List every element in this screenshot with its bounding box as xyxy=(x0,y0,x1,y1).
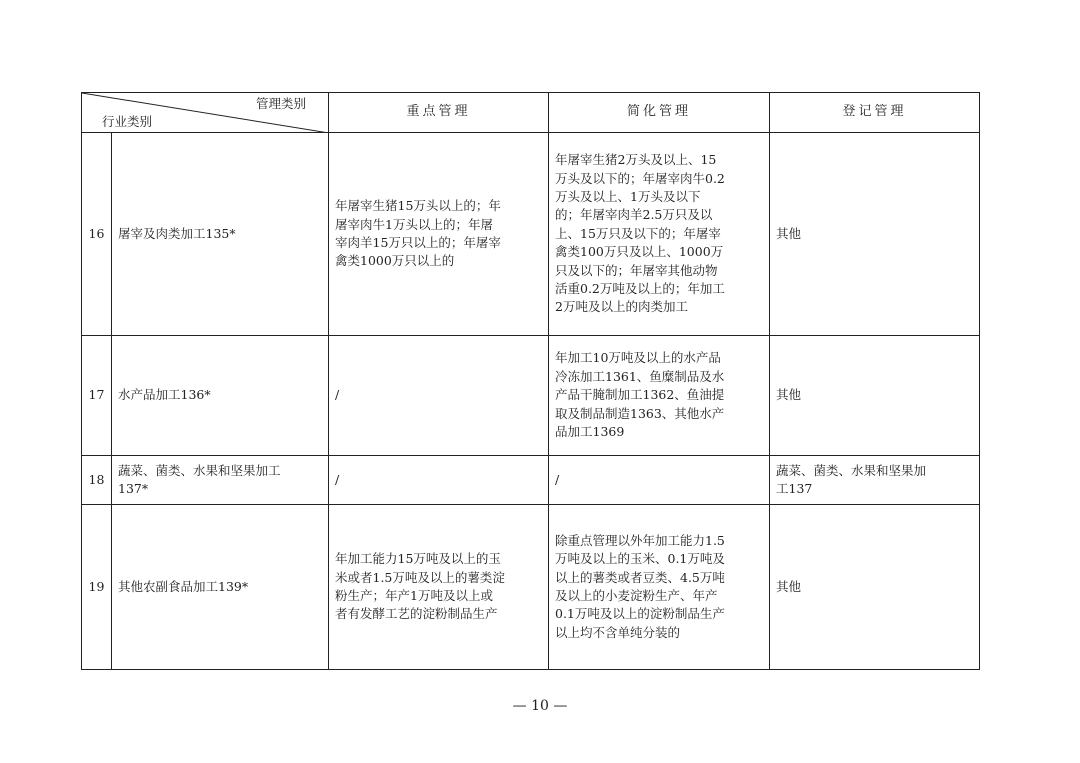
cell-key xyxy=(329,456,549,505)
cell-line: 万头及以上、1万头及以下 xyxy=(555,188,701,204)
cell-industry xyxy=(112,456,329,505)
cell-industry xyxy=(112,336,329,456)
header-register-management: 登记管理 xyxy=(770,93,980,133)
row-number: 16 xyxy=(82,133,112,336)
cell-line: 产品干腌制加工1362、鱼油提 xyxy=(555,387,725,403)
cell-line: 蔬菜、菌类、水果和坚果加 xyxy=(776,462,927,478)
cell-line: 水产品加工136* xyxy=(118,387,211,403)
cell-line: 及以上的小麦淀粉生产、年产 xyxy=(555,588,718,603)
cell-line: 年加工10万吨及以上的水产品 xyxy=(555,350,721,366)
table-row xyxy=(82,133,980,336)
corner-header-cell xyxy=(82,93,329,133)
page-number: — 10 — xyxy=(512,698,568,714)
cell-simple xyxy=(549,336,770,456)
cell-register xyxy=(770,336,980,456)
table-row xyxy=(82,456,980,505)
cell-line: 冷冻加工1361、鱼糜制品及水 xyxy=(555,368,725,384)
cell-line: 禽类100万只及以上、1000万 xyxy=(555,244,724,260)
cell-line: 上、15万只及以下的；年屠宰 xyxy=(555,225,721,241)
cell-line: 以上的薯类或者豆类、4.5万吨 xyxy=(555,569,725,585)
cell-line: 的；年屠宰肉羊2.5万只及以 xyxy=(555,207,713,223)
cell-register xyxy=(770,133,980,336)
cell-key xyxy=(329,336,549,456)
cell-line: 宰肉羊15万只以上的；年屠宰 xyxy=(335,235,501,250)
cell-line: 其他 xyxy=(776,387,802,403)
cell-key xyxy=(329,505,549,670)
cell-line: 粉生产；年产1万吨及以上或 xyxy=(335,588,493,603)
cell-line: 活重0.2万吨及以上的；年加工 xyxy=(555,281,725,297)
corner-top-label: 管理类别 xyxy=(255,96,306,111)
cell-line: 除重点管理以外年加工能力1.5 xyxy=(555,532,725,548)
cell-line: / xyxy=(555,471,560,487)
cell-line: 屠宰肉牛1万头以上的；年屠 xyxy=(335,216,493,232)
cell-line: 米或者1.5万吨及以上的薯类淀 xyxy=(335,569,505,585)
table-header-row xyxy=(82,93,980,133)
cell-line: 万吨及以上的玉米、0.1万吨及 xyxy=(555,551,725,567)
cell-industry xyxy=(112,505,329,670)
industry-management-table xyxy=(81,92,980,670)
cell-simple xyxy=(549,133,770,336)
cell-register xyxy=(770,456,980,505)
cell-key xyxy=(329,133,549,336)
cell-line: 只及以下的；年屠宰其他动物 xyxy=(555,262,718,278)
row-number: 19 xyxy=(82,505,112,670)
cell-line: 0.1万吨及以上的淀粉制品生产 xyxy=(555,606,725,622)
cell-line: 其他 xyxy=(776,578,802,594)
cell-line: 2万吨及以上的肉类加工 xyxy=(555,299,688,315)
cell-line: 禽类1000万只以上的 xyxy=(335,253,455,269)
cell-line: 工137 xyxy=(776,481,813,496)
cell-line: 年屠宰生猪2万头及以上、15 xyxy=(555,152,717,168)
cell-simple xyxy=(549,456,770,505)
cell-line: 蔬菜、菌类、水果和坚果加工 xyxy=(118,462,281,478)
header-key-management: 重点管理 xyxy=(329,93,549,133)
cell-simple xyxy=(549,505,770,670)
header-simple-management: 简化管理 xyxy=(549,93,770,133)
corner-bottom-label: 行业类别 xyxy=(102,113,153,129)
cell-line: / xyxy=(335,387,340,403)
cell-line: 以上均不含单纯分装的 xyxy=(555,624,681,640)
cell-line: 品加工1369 xyxy=(555,424,625,440)
cell-line: 年屠宰生猪15万头以上的；年 xyxy=(335,198,501,214)
table-row xyxy=(82,336,980,456)
cell-register xyxy=(770,505,980,670)
cell-line: 者有发酵工艺的淀粉制品生产 xyxy=(335,606,498,622)
row-number: 17 xyxy=(82,336,112,456)
cell-line: 屠宰及肉类加工135* xyxy=(118,225,236,241)
cell-line: 取及制品制造1363、其他水产 xyxy=(555,405,725,421)
cell-line: 万头及以下的；年屠宰肉牛0.2 xyxy=(555,170,725,186)
cell-line: 年加工能力15万吨及以上的玉 xyxy=(335,551,501,567)
cell-industry xyxy=(112,133,329,336)
table-row xyxy=(82,505,980,670)
cell-line: 137* xyxy=(118,481,149,496)
row-number: 18 xyxy=(82,456,112,505)
cell-line: 其他 xyxy=(776,225,802,241)
cell-line: / xyxy=(335,471,340,487)
cell-line: 其他农副食品加工139* xyxy=(118,578,249,594)
